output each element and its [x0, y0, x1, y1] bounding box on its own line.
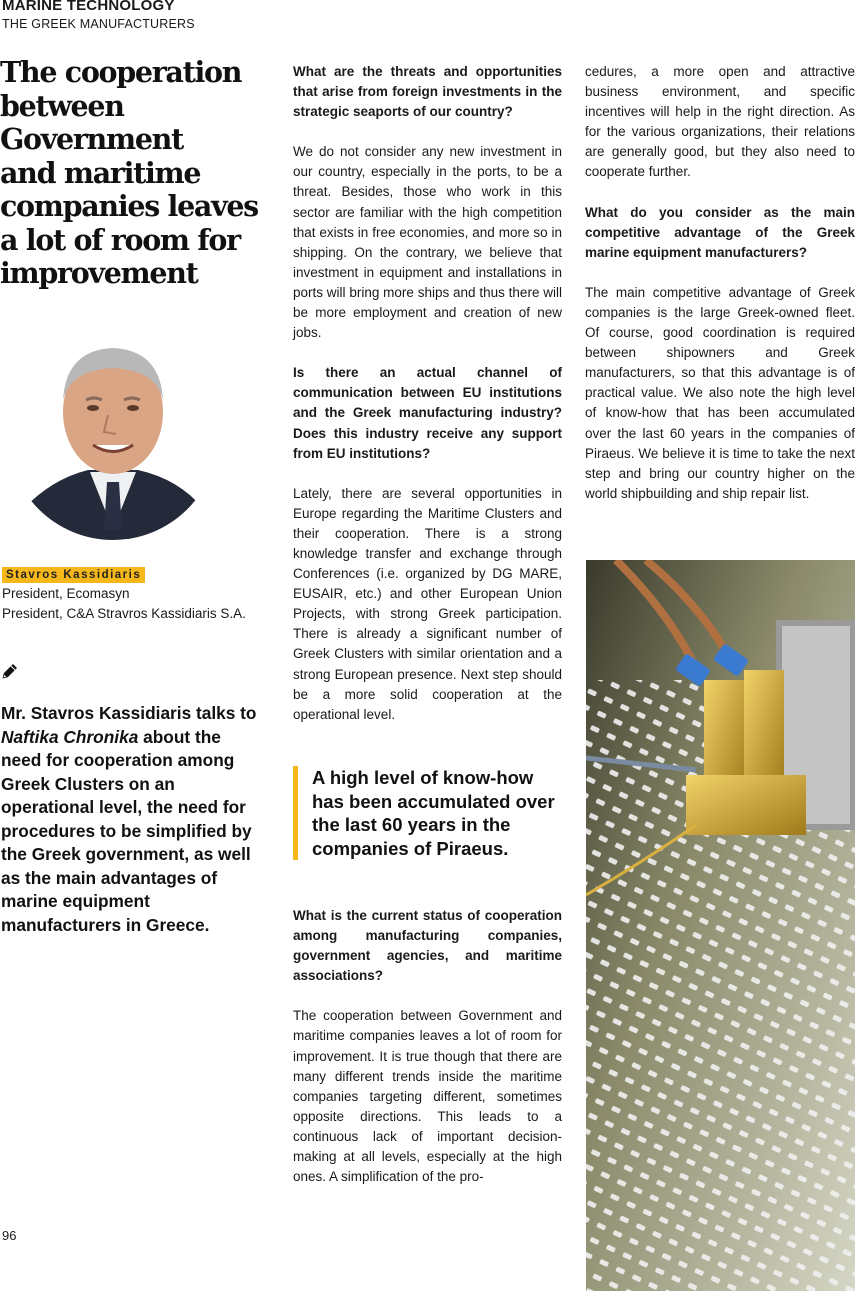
subsection-label: THE GREEK MANUFACTURERS: [2, 17, 195, 31]
answer-2: Lately, there are several opportunities in Europe regarding the Maritime Clusters and their cooperation. There is a strong knowledge transfer and exchange through Conferences (i.e. organized by DG MARE, EUSAIR, etc.) and other European Union Projects, with strong Greek participation. There is already a significant number of Greek Clusters with similar orientation and a strong European presence. Next step should be a more solid cooperation at the operational level.: [293, 485, 562, 722]
publication-name: Naftika Chronika: [1, 726, 139, 747]
question-2: Is there an actual channel of communication between EU institutions and the Greek manufacturing industry? Does this industry receive any support from EU institutions?: [293, 365, 562, 461]
section-label: MARINE TECHNOLOGY: [2, 0, 175, 14]
page-number: 96: [2, 1228, 17, 1243]
headline-line: between: [0, 88, 124, 123]
article-column-2: [293, 62, 562, 745]
pull-quote: A high level of know-how has been accumulated over the last 60 years in the companies of Piraeus.: [293, 766, 562, 860]
article-headline: [0, 56, 262, 291]
question-1: What are the threats and opportunities that arise from foreign investments in the strategic seaports of our country?: [293, 64, 562, 120]
headline-line: Government: [0, 122, 183, 156]
headline-line: a lot of room for: [0, 222, 240, 257]
circuit-board-photo: [586, 560, 855, 1291]
answer-3-continued: cedures, a more open and attractive business environment, and specific incentives will help in the right direction. As for the various organizations, their relations are generally good, but they also need to cooperate further.: [585, 64, 855, 180]
article-column-2-continued: [293, 906, 562, 1207]
headline-line: improvement: [0, 256, 198, 290]
headline-line: The cooperation: [0, 55, 242, 89]
person-name-tag: Stavros Kassidiaris: [2, 567, 145, 583]
headline-line: and maritime: [0, 155, 201, 190]
answer-1: We do not consider any new investment in our country, especially in the ports, to be a threat. Besides, those who work in this sector are familiar with the high competition that exists in free economies, and more so in shipping. On the contrary, we believe that investment in equipment and installations in ports will bring more ships and thus there will be more employment and creation of new jobs.: [293, 144, 562, 341]
intro-text: Mr. Stavros Kassidiaris talks to Naftika Chronika about the need for cooperation among Greek Clusters on an operational level, the need for procedures to be simplified by the Greek government, as well as the main advantages of marine equipment manufacturers in Greece.: [1, 703, 257, 935]
answer-4: The main competitive advantage of Greek companies is the large Greek-owned fleet. Of course, good coordination is required between shipowners and Greek manufacturers, so that this advantage is of practical value. We also note the high level of know-how that has been accumulated over the last 60 years in the companies of Piraeus. We believe it is time to take the next step and bring our country higher on the world shipbuilding and ship repair list.: [585, 284, 855, 501]
headline-line: companies leaves: [0, 189, 258, 223]
portrait-photo: [8, 330, 218, 540]
person-title-1: President, Ecomasyn: [2, 586, 130, 601]
question-3: What is the current status of cooperation among manufacturing companies, government agencies, and maritime associations?: [293, 908, 562, 984]
article-column-3: [585, 62, 855, 524]
pencil-icon: [0, 661, 20, 681]
question-4: What do you consider as the main competitive advantage of the Greek marine equipment manufacturers?: [585, 204, 855, 260]
person-title-2: President, C&A Stravros Kassidiaris S.A.: [2, 606, 246, 621]
answer-3: The cooperation between Government and maritime companies leaves a lot of room for improvement. It is true though that there are many different trends inside the maritime companies targeting different, sometimes opposite directions. This leads to a continuous lack of important decision-making at all levels, especially at the high ones. A simplification of the pro-: [293, 1008, 562, 1185]
